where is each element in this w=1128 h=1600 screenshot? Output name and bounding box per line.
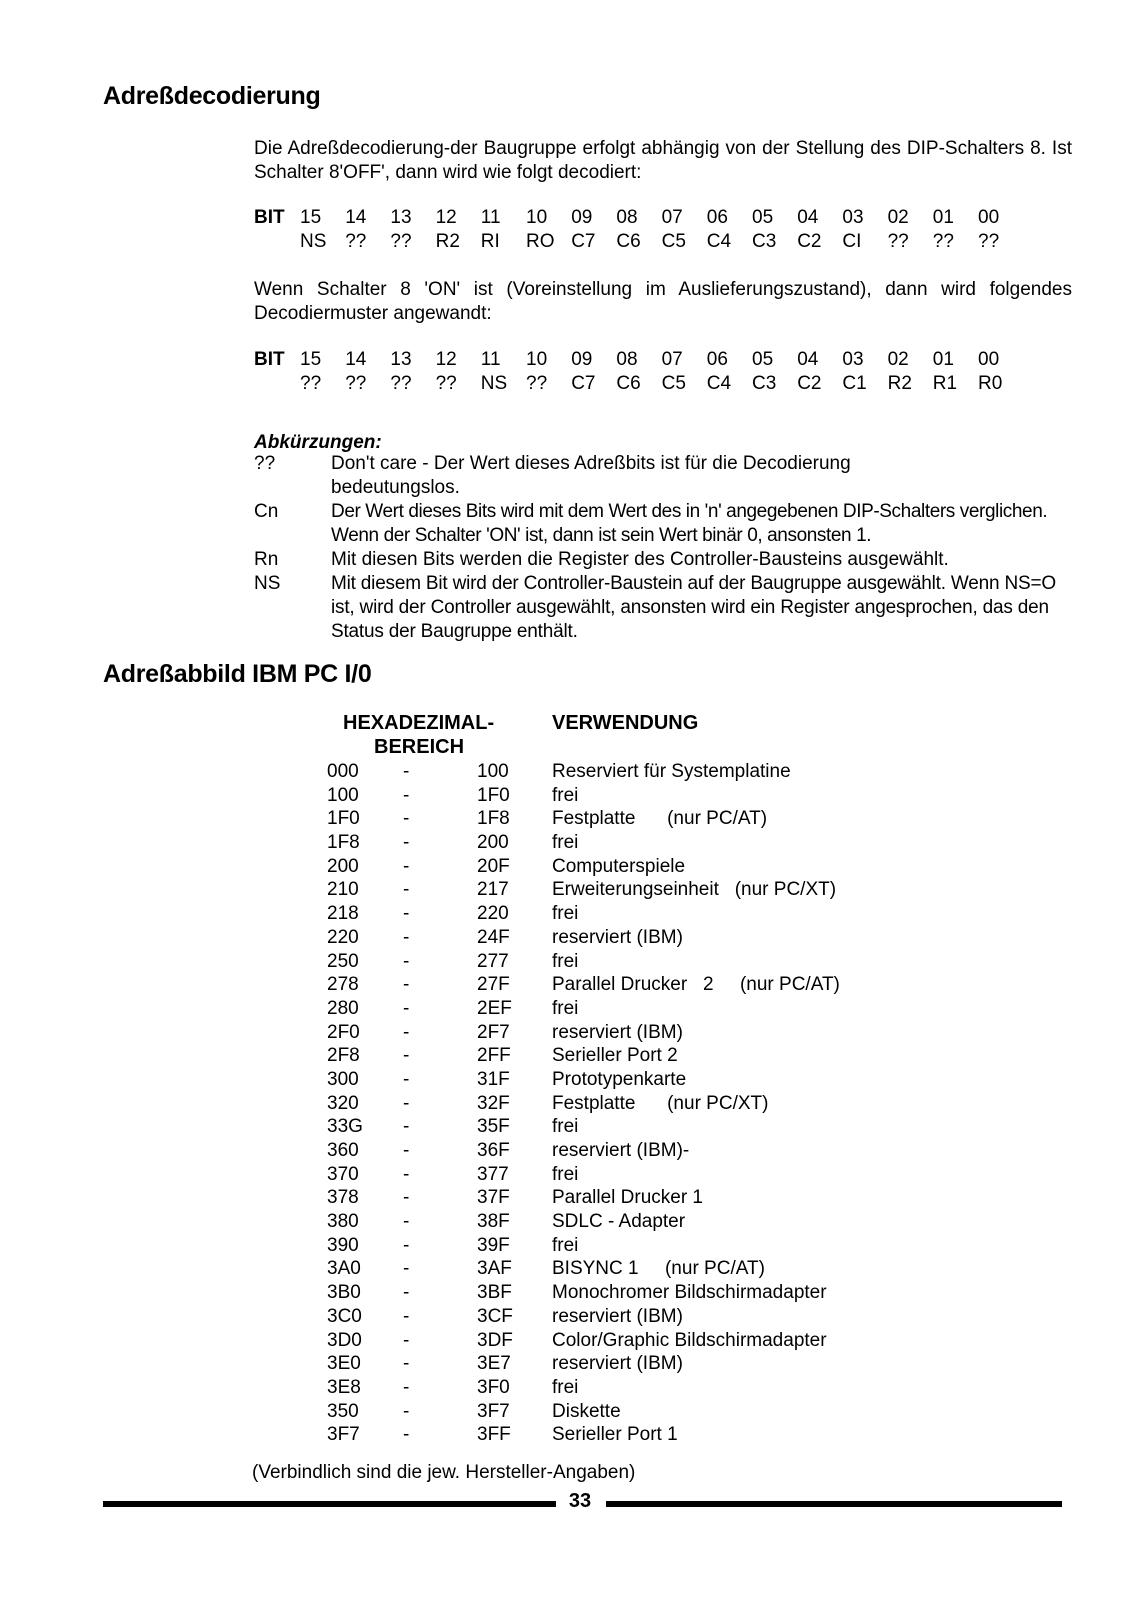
range-end: 3E7: [477, 1353, 511, 1375]
range-start: 3A0: [327, 1258, 361, 1280]
usage: reserviert (IBM): [552, 1305, 683, 1327]
bit-number: 08: [616, 207, 638, 228]
range-start: 220: [327, 926, 359, 948]
bit-code: ??: [345, 373, 367, 394]
bit-number: 14: [345, 207, 367, 228]
range-start: 3E8: [327, 1376, 361, 1398]
range-dash: -: [403, 761, 410, 782]
usage: frei: [552, 950, 579, 972]
range-start: 2F8: [327, 1045, 360, 1067]
range-start: 200: [327, 855, 359, 877]
range-end: 27F: [477, 974, 510, 996]
range-dash: -: [403, 1021, 410, 1043]
bit-number: 04: [797, 349, 819, 370]
range-dash: -: [403, 832, 410, 854]
range-end: 220: [477, 903, 509, 925]
range-start: 280: [327, 997, 359, 1019]
bit-code: C2: [797, 231, 822, 252]
abbreviations-list: [254, 452, 1074, 644]
bit-code: ??: [345, 231, 367, 252]
range-end: 200: [477, 832, 509, 854]
bit-code: R1: [932, 373, 958, 394]
bit-number: 09: [571, 207, 593, 228]
range-start: 380: [327, 1211, 359, 1233]
bit-number: 05: [752, 349, 774, 370]
range-end: 20F: [477, 855, 510, 877]
range-start: 218: [327, 903, 359, 925]
switch-on-paragraph: Wenn Schalter 8 'ON' ist (Voreinstellung im Auslieferungszustand), dann wird folgendes Decodiermuster angewandt:: [254, 279, 1072, 324]
usage: reserviert (IBM): [552, 926, 683, 948]
range-dash: -: [403, 1163, 410, 1185]
abbreviation-description: Mit diesen Bits werden die Register des Controller-Bausteins ausgewählt.: [331, 549, 949, 570]
bit-number: 06: [706, 207, 728, 228]
manufacturer-note: (Verbindlich sind die jew. Hersteller-Angaben): [252, 1462, 636, 1483]
bit-code: RO: [526, 231, 555, 252]
bit-code: ??: [526, 373, 548, 394]
bit-code: C2: [797, 373, 822, 394]
bit-code: ??: [435, 373, 457, 394]
range-dash: -: [403, 1376, 410, 1398]
bit-code: C7: [571, 373, 596, 394]
range-start: 100: [327, 784, 359, 806]
usage: frei: [552, 997, 579, 1019]
range-start: 350: [327, 1400, 359, 1422]
footer-rule-left: [103, 1501, 556, 1507]
range-end: 2EF: [477, 997, 512, 1019]
range-dash: -: [403, 1353, 410, 1375]
bit-number: 03: [842, 349, 864, 370]
bit-number: 01: [932, 349, 954, 370]
range-start: 300: [327, 1068, 359, 1090]
abbreviation-item: [254, 572, 1074, 644]
section-title-address-decoding: Adreßdecodierung: [103, 82, 321, 110]
range-dash: -: [403, 926, 410, 948]
bit-code: C6: [616, 231, 641, 252]
bit-number: 09: [571, 349, 593, 370]
bit-code: ??: [390, 231, 412, 252]
bit-code: C3: [752, 231, 777, 252]
usage: Erweiterungseinheit (nur PC/XT): [552, 879, 837, 901]
section-title-io-map: Adreßabbild IBM PC I/0: [103, 660, 372, 688]
range-end: 35F: [477, 1116, 510, 1138]
bit-number: 12: [435, 207, 457, 228]
usage: Prototypenkarte: [552, 1068, 687, 1090]
range-end: 277: [477, 950, 509, 972]
usage: Color/Graphic Bildschirmadapter: [552, 1329, 827, 1351]
range-dash: -: [403, 1424, 410, 1446]
range-dash: -: [403, 1187, 410, 1209]
usage: frei: [552, 1234, 579, 1256]
range-start: 3D0: [327, 1329, 362, 1351]
bit-number: 11: [480, 207, 501, 228]
usage: Serieller Port 2: [552, 1045, 678, 1067]
usage: Reserviert für Systemplatine: [552, 761, 791, 782]
usage: reserviert (IBM)-: [552, 1140, 690, 1161]
bit-number: 15: [300, 349, 322, 370]
range-end: 39F: [477, 1234, 510, 1256]
usage: frei: [552, 1376, 579, 1398]
column-header-hex-line1: HEXADEZIMAL-: [343, 712, 495, 734]
usage: Diskette: [552, 1400, 621, 1422]
range-end: 3FF: [477, 1424, 511, 1446]
usage: frei: [552, 1163, 579, 1185]
range-dash: -: [403, 1234, 410, 1256]
usage: reserviert (IBM): [552, 1353, 683, 1375]
abbreviation-item: [254, 452, 1074, 500]
range-end: 37F: [477, 1187, 510, 1209]
range-start: 1F8: [327, 832, 360, 854]
range-start: 3E0: [327, 1353, 361, 1375]
range-start: 320: [327, 1092, 359, 1114]
usage: frei: [552, 903, 579, 925]
bit-code: CI: [842, 231, 862, 252]
usage: Festplatte (nur PC/AT): [552, 808, 768, 830]
bit-code: C1: [842, 373, 867, 394]
range-end: 100: [477, 761, 509, 782]
bit-label: BIT: [254, 207, 285, 228]
abbreviation-description: Mit diesem Bit wird der Controller-Baustein auf der Baugruppe ausgewählt. Wenn NS=O ist, wird der Controller ausgewählt, ansonsten wird ein Register angesprochen, das den Status der Baugruppe enthält.: [331, 573, 1056, 642]
bit-code: R2: [887, 373, 912, 394]
range-dash: -: [403, 903, 410, 925]
range-dash: -: [403, 1305, 410, 1327]
range-start: 360: [327, 1140, 359, 1161]
range-start: 2F0: [327, 1021, 360, 1043]
range-dash: -: [403, 1282, 410, 1304]
footer-rule-right: [606, 1501, 1062, 1507]
usage: Computerspiele: [552, 855, 686, 877]
bit-number: 02: [887, 349, 909, 370]
column-header-usage: VERWENDUNG: [552, 712, 699, 734]
bit-label: BIT: [254, 349, 285, 370]
bit-code: RI: [480, 231, 500, 252]
range-end: 3DF: [477, 1329, 513, 1351]
range-end: 31F: [477, 1068, 510, 1090]
abbreviation-key: Rn: [254, 549, 279, 570]
bit-code: C4: [706, 231, 732, 252]
bit-number: 03: [842, 207, 864, 228]
column-header-hex-line2: BEREICH: [374, 736, 465, 758]
bit-code: C5: [661, 373, 686, 394]
usage: Festplatte (nur PC/XT): [552, 1092, 769, 1114]
bit-number: 11: [480, 349, 501, 370]
bit-number: 01: [932, 207, 954, 228]
bit-number: 10: [526, 349, 548, 370]
range-end: 3AF: [477, 1258, 512, 1280]
usage: Monochromer Bildschirmadapter: [552, 1282, 827, 1304]
bit-number: 05: [752, 207, 774, 228]
range-start: 3C0: [327, 1305, 362, 1327]
range-end: 38F: [477, 1211, 510, 1233]
bit-number: 08: [616, 349, 638, 370]
abbreviation-key: NS: [254, 573, 281, 594]
range-end: 3CF: [477, 1305, 513, 1327]
range-start: 1F0: [327, 808, 360, 830]
abbreviation-description: Don't care - Der Wert dieses Adreßbits ist für die Decodierung bedeutungslos.: [331, 453, 851, 498]
bit-number: 13: [390, 207, 412, 228]
range-start: 278: [327, 974, 359, 996]
bit-code: C3: [752, 373, 777, 394]
usage: Serieller Port 1: [552, 1424, 678, 1446]
bit-number: 02: [887, 207, 909, 228]
range-end: 3F0: [477, 1376, 510, 1398]
bit-code: C4: [706, 373, 732, 394]
range-start: 3F7: [327, 1424, 360, 1446]
bit-code: ??: [978, 231, 1000, 252]
range-start: 378: [327, 1187, 359, 1209]
usage: frei: [552, 784, 579, 806]
range-start: 3B0: [327, 1282, 361, 1304]
bit-number: 14: [345, 349, 367, 370]
bit-number: 06: [706, 349, 728, 370]
bit-number: 07: [661, 207, 683, 228]
range-end: 2FF: [477, 1045, 511, 1067]
bit-code: ??: [390, 373, 412, 394]
bit-code: C5: [661, 231, 686, 252]
range-dash: -: [403, 1329, 410, 1351]
range-dash: -: [403, 1045, 410, 1067]
range-end: 2F7: [477, 1021, 510, 1043]
range-dash: -: [403, 974, 410, 996]
range-dash: -: [403, 808, 410, 830]
range-dash: -: [403, 1068, 410, 1090]
range-start: 250: [327, 950, 359, 972]
bit-code: NS: [300, 231, 327, 252]
range-dash: -: [403, 784, 410, 806]
bit-number: 15: [300, 207, 322, 228]
range-end: 377: [477, 1163, 509, 1185]
bit-number: 04: [797, 207, 819, 228]
bit-number: 07: [661, 349, 683, 370]
bit-code: NS: [480, 373, 508, 394]
bit-number: 00: [978, 349, 1000, 370]
usage: frei: [552, 1116, 579, 1138]
range-start: 210: [327, 879, 359, 901]
range-end: 3F7: [477, 1400, 510, 1422]
usage: SDLC - Adapter: [552, 1211, 686, 1233]
range-end: 1F0: [477, 784, 510, 806]
abbreviation-description: Der Wert dieses Bits wird mit dem Wert des in 'n' angegebenen DIP-Schalters verglichen. Wenn der Schalter 'ON' ist, dann ist sein Wert binär 0, ansonsten 1.: [331, 501, 1048, 546]
bit-code: ??: [932, 231, 954, 252]
bit-code: R2: [435, 231, 460, 252]
abbreviations-heading: Abkürzungen:: [254, 432, 382, 453]
column-header-hex-range: [343, 711, 494, 759]
bit-number: 12: [435, 349, 457, 370]
range-dash: -: [403, 1092, 410, 1114]
page-number: 33: [568, 1490, 592, 1512]
range-end: 24F: [477, 926, 510, 948]
range-dash: -: [403, 997, 410, 1019]
range-start: 390: [327, 1234, 359, 1256]
range-dash: -: [403, 1400, 410, 1422]
range-end: 217: [477, 879, 509, 901]
bit-code: C6: [616, 373, 641, 394]
range-dash: -: [403, 1211, 410, 1233]
abbreviation-item: [254, 548, 1074, 572]
bit-code: C7: [571, 231, 596, 252]
range-end: 32F: [477, 1092, 510, 1114]
range-dash: -: [403, 1258, 410, 1280]
usage: Parallel Drucker 1: [552, 1187, 703, 1209]
range-dash: -: [403, 1140, 410, 1161]
range-dash: -: [403, 1116, 410, 1138]
bit-code: ??: [300, 373, 322, 394]
abbreviation-item: [254, 500, 1074, 548]
range-dash: -: [403, 855, 410, 877]
range-dash: -: [403, 950, 410, 972]
range-dash: -: [403, 879, 410, 901]
bit-number: 13: [390, 349, 412, 370]
range-start: 000: [327, 761, 359, 782]
bit-code: R0: [978, 373, 1003, 394]
usage: BISYNC 1 (nur PC/AT): [552, 1258, 765, 1280]
range-start: 33G: [327, 1116, 363, 1138]
bit-number: 10: [526, 207, 548, 228]
usage: frei: [552, 832, 579, 854]
range-end: 1F8: [477, 808, 510, 830]
bit-code: ??: [887, 231, 909, 252]
abbreviation-key: ??: [254, 453, 276, 474]
usage: reserviert (IBM): [552, 1021, 683, 1043]
abbreviation-key: Cn: [254, 501, 279, 522]
usage: Parallel Drucker 2 (nur PC/AT): [552, 974, 840, 996]
range-end: 36F: [477, 1140, 510, 1161]
range-end: 3BF: [477, 1282, 512, 1304]
intro-paragraph: Die Adreßdecodierung-der Baugruppe erfolgt abhängig von der Stellung des DIP-Schalters 8. Ist Schalter 8'OFF', dann wird wie folgt decodiert:: [254, 138, 1072, 183]
range-start: 370: [327, 1163, 359, 1185]
bit-number: 00: [978, 207, 1000, 228]
